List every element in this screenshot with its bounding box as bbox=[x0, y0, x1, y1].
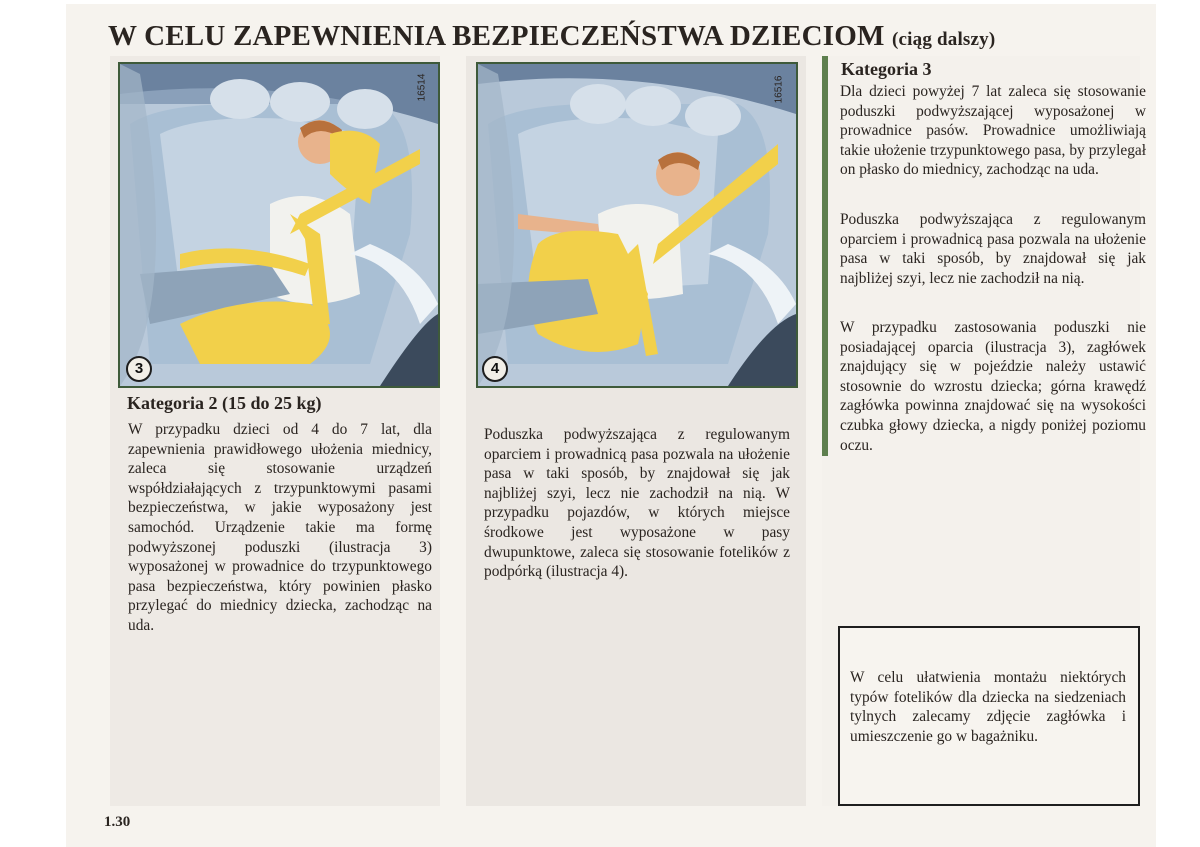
column-rule bbox=[822, 56, 828, 456]
figure-code-3: 16514 bbox=[416, 73, 428, 102]
headrest-note-box bbox=[838, 626, 1140, 806]
title-continued: (ciąg dalszy) bbox=[892, 29, 996, 50]
booster-backrest-paragraph: Poduszka podwyższająca z regulowanym oparciem i prowadnicą pasa pozwala na ułożenie pasa w taki sposób, by znajdował się jak najbliżej szyi, lecz nie zachodził na nią. W przypadku pojazdów, w których miejsce środkowe jest wyposażone w pasy dwupunktowe, zaleca się stosowanie fotelików z podpórką (ilustracja 4). bbox=[484, 426, 790, 581]
page-number: 1.30 bbox=[104, 814, 131, 830]
figure-number-4: 4 bbox=[482, 356, 508, 382]
category-2-paragraph: W przypadku dzieci od 4 do 7 lat, dla zapewnienia prawidłowego ułożenia miednicy, zaleca się stosowanie urządzeń współdziałających z trzypunktowymi pasami bezpieczeństwa, w jakie wyposażony jest samochód. Urządzenie takie ma formę podwyższonej poduszki (ilustracja 3) wyposażonej w prowadnice do trzypunktowego pasa bezpieczeństwa, który powinien płasko przylegać do miednicy dziecka, zachodząc na uda. bbox=[128, 421, 432, 634]
category-3-heading: Kategoria 3 bbox=[841, 59, 932, 79]
page-title bbox=[108, 20, 995, 53]
figure-number-3: 3 bbox=[126, 356, 152, 382]
title-main: W CELU ZAPEWNIENIA BEZPIECZEŃSTWA DZIECIOM bbox=[108, 20, 885, 52]
figure-code-4: 16516 bbox=[773, 75, 785, 104]
child-booster-seat-drawing bbox=[478, 64, 796, 386]
headrest-note-text: W celu ułatwienia montażu niektórych typów fotelików dla dziecka na siedzeniach tylnych zalecamy zdjęcie zagłówka i umieszczenie go w bagażniku. bbox=[850, 669, 1126, 745]
category-3-paragraph-3: W przypadku zastosowania poduszki nie posiadającej oparcia (ilustracja 3), zagłówek znajdujący się w pojeździe należy ustawić stosownie do wzrostu dziecka; górna krawędź zagłówka powinna znajdować się na wysokości czubka głowy dziecka, a nigdy poniżej poziomu oczu. bbox=[840, 319, 1146, 454]
child-booster-cushion-drawing bbox=[120, 64, 438, 386]
illustration-3 bbox=[118, 62, 440, 388]
category-3-paragraph-2: Poduszka podwyższająca z regulowanym oparciem i prowadnicą pasa pozwala na ułożenie pasa w taki sposób, by znajdował się jak najbliżej szyi, lecz nie zachodził na nią. bbox=[840, 211, 1146, 287]
category-2-heading: Kategoria 2 (15 do 25 kg) bbox=[127, 393, 322, 413]
illustration-4 bbox=[476, 62, 798, 388]
category-3-paragraph-1: Dla dzieci powyżej 7 lat zaleca się stosowanie poduszki podwyższającej wyposażonej w prowadnice pasów. Prowadnice umożliwiają takie ułożenie trzypunktowego pasa, by przylegał on płasko do miednicy, zachodząc na uda. bbox=[840, 83, 1146, 179]
